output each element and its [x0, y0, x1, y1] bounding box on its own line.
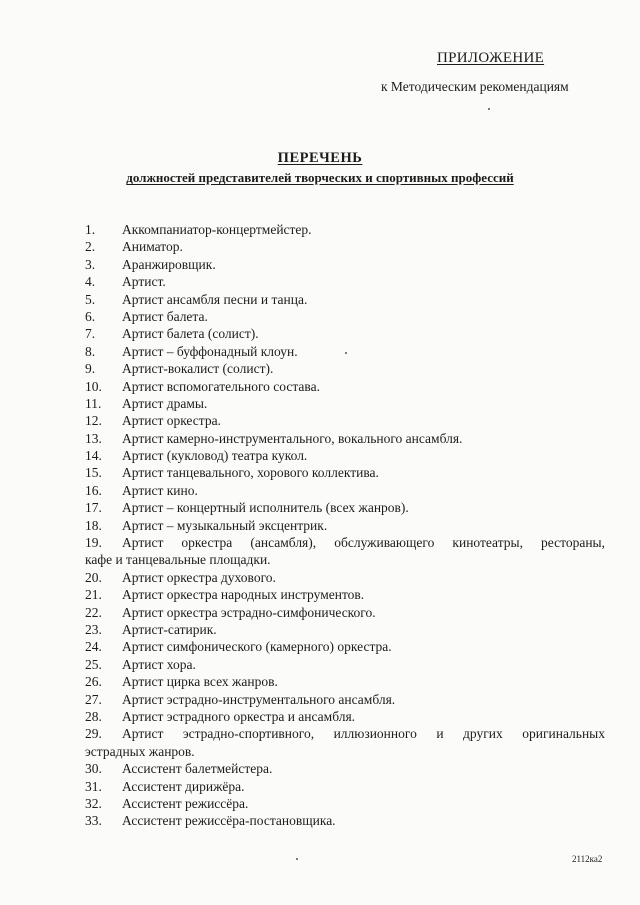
list-item	[85, 725, 605, 760]
list-item-text: Артист оркестра эстрадно-симфонического.	[122, 604, 376, 620]
list-item-text: Аккомпаниатор-концертмейстер.	[122, 222, 312, 237]
list-item-text: Артист-вокалист (солист).	[122, 361, 274, 377]
list-item-number: 12.	[85, 413, 102, 429]
list-item-text: Ассистент режиссёра.	[122, 795, 249, 811]
list-item	[85, 708, 605, 725]
list-item-number: 28.	[85, 708, 102, 724]
list-item	[85, 395, 605, 412]
list-item	[85, 760, 605, 777]
list-item-number: 26.	[85, 674, 102, 690]
list-item-text: Артист вспомогательного состава.	[122, 378, 320, 394]
list-item-number: 24.	[85, 639, 102, 655]
list-item	[85, 621, 605, 638]
list-item	[85, 412, 605, 429]
list-item	[85, 482, 605, 499]
appendix-heading: ПРИЛОЖЕНИЕ	[437, 50, 545, 66]
list-item-number: 25.	[85, 656, 102, 672]
document-subtitle: должностей представителей творческих и спортивных профессий	[126, 170, 514, 185]
list-item-text: Артист драмы.	[122, 395, 208, 411]
list-item-text: Артист оркестра народных инструментов.	[122, 587, 365, 603]
list-item-text: Артист цирка всех жанров.	[122, 674, 278, 690]
list-item-number: 27.	[85, 691, 102, 707]
profession-list	[85, 221, 605, 830]
list-item-text: Ассистент режиссёра-постановщика.	[122, 813, 336, 829]
list-item-text: Артист кино.	[122, 482, 198, 498]
list-item-number: 22.	[85, 604, 102, 620]
list-item	[85, 604, 605, 621]
list-item-number: 16.	[85, 482, 102, 498]
list-item	[85, 812, 605, 829]
list-item	[85, 360, 605, 377]
list-item-number: 32.	[85, 795, 102, 811]
list-item	[85, 221, 605, 238]
list-item	[85, 656, 605, 673]
appendix-reference: к Методическим рекомендациям	[381, 79, 569, 94]
list-item-number: 13.	[85, 430, 102, 446]
list-item-number: 6.	[85, 308, 96, 324]
list-item	[85, 673, 605, 690]
list-item-text: Артист камерно-инструментального, вокального ансамбля.	[122, 430, 463, 446]
list-item-text: Артист – буффонадный клоун.	[122, 343, 298, 359]
list-item-text-line1: Артист оркестра (ансамбля), обслуживающего кинотеатры, рестораны,	[122, 535, 605, 551]
list-item-number: 23.	[85, 622, 102, 637]
list-item-text: Артист – музыкальный эксцентрик.	[122, 517, 328, 533]
list-item-number: 3.	[85, 256, 96, 272]
list-item	[85, 273, 605, 290]
list-item-number: 4.	[85, 274, 96, 290]
list-item-number: 11.	[85, 395, 102, 411]
list-item-number: 31.	[85, 778, 102, 794]
list-item	[85, 691, 605, 708]
list-item-number: 10.	[85, 378, 102, 394]
list-item-number: 5.	[85, 291, 96, 307]
list-item	[85, 534, 605, 569]
list-item-text: Артист.	[122, 274, 166, 290]
list-item-text-line2: кафе и танцевальные площадки.	[85, 552, 271, 568]
list-item-number: 14.	[85, 448, 102, 464]
scan-speck	[488, 108, 490, 110]
list-item-text: Артист симфонического (камерного) оркестра.	[122, 639, 392, 655]
document-code: 2112ка2	[572, 854, 603, 864]
list-item	[85, 430, 605, 447]
list-item-text: Артист оркестра духового.	[122, 569, 276, 585]
list-item	[85, 517, 605, 534]
list-item-text: Артист-сатирик.	[122, 622, 217, 637]
list-item-number: 15.	[85, 465, 102, 481]
list-item	[85, 291, 605, 308]
list-item	[85, 447, 605, 464]
list-item	[85, 256, 605, 273]
list-item	[85, 464, 605, 481]
list-item-number: 30.	[85, 761, 102, 777]
list-item-text: Артист балета.	[122, 308, 208, 324]
list-item	[85, 499, 605, 516]
list-item-text: Артист эстрадно-инструментального ансамбля.	[122, 691, 396, 707]
list-item	[85, 238, 605, 255]
list-item-text: Артист балета (солист).	[122, 326, 259, 342]
list-item	[85, 378, 605, 395]
list-item-number: 2.	[85, 239, 96, 255]
list-item-text: Артист оркестра.	[122, 413, 221, 429]
list-item-text-line1: Артист эстрадно-спортивного, иллюзионного и других оригинальных	[122, 726, 605, 742]
list-item-text: Артист эстрадного оркестра и ансамбля.	[122, 708, 356, 724]
list-item-text: Ассистент дирижёра.	[122, 778, 245, 794]
list-item-number: 20.	[85, 569, 102, 585]
list-item-text: Артист (кукловод) театра кукол.	[122, 448, 308, 464]
list-item-text: Артист танцевального, хорового коллектива.	[122, 465, 379, 481]
list-item-text: Ассистент балетмейстера.	[122, 761, 273, 777]
list-item-number: 9.	[85, 361, 96, 377]
list-item-number: 8.	[85, 343, 96, 359]
list-item-number: 7.	[85, 326, 96, 342]
list-item	[85, 638, 605, 655]
list-item	[85, 586, 605, 603]
list-item-number: 33.	[85, 813, 102, 829]
list-item-text-line2: эстрадных жанров.	[85, 743, 195, 759]
list-item	[85, 325, 605, 342]
scan-speck	[345, 352, 347, 354]
list-item	[85, 308, 605, 325]
list-item-number: 17.	[85, 500, 102, 516]
list-item-number: 1.	[85, 222, 96, 237]
list-item-text: Артист хора.	[122, 656, 196, 672]
list-item-text: Артист ансамбля песни и танца.	[122, 291, 308, 307]
list-item-text: Аниматор.	[122, 239, 183, 255]
list-item	[85, 795, 605, 812]
list-item-number: 18.	[85, 517, 102, 533]
scan-speck	[296, 858, 298, 860]
list-item-text: Артист – концертный исполнитель (всех жанров).	[122, 500, 409, 516]
list-item-number: 21.	[85, 587, 102, 603]
list-item	[85, 569, 605, 586]
list-item-number: 19.	[85, 535, 102, 551]
list-item-text: Аранжировщик.	[122, 256, 216, 272]
document-title: ПЕРЕЧЕНЬ	[277, 150, 363, 166]
list-item-number: 29.	[85, 726, 102, 742]
list-item	[85, 778, 605, 795]
